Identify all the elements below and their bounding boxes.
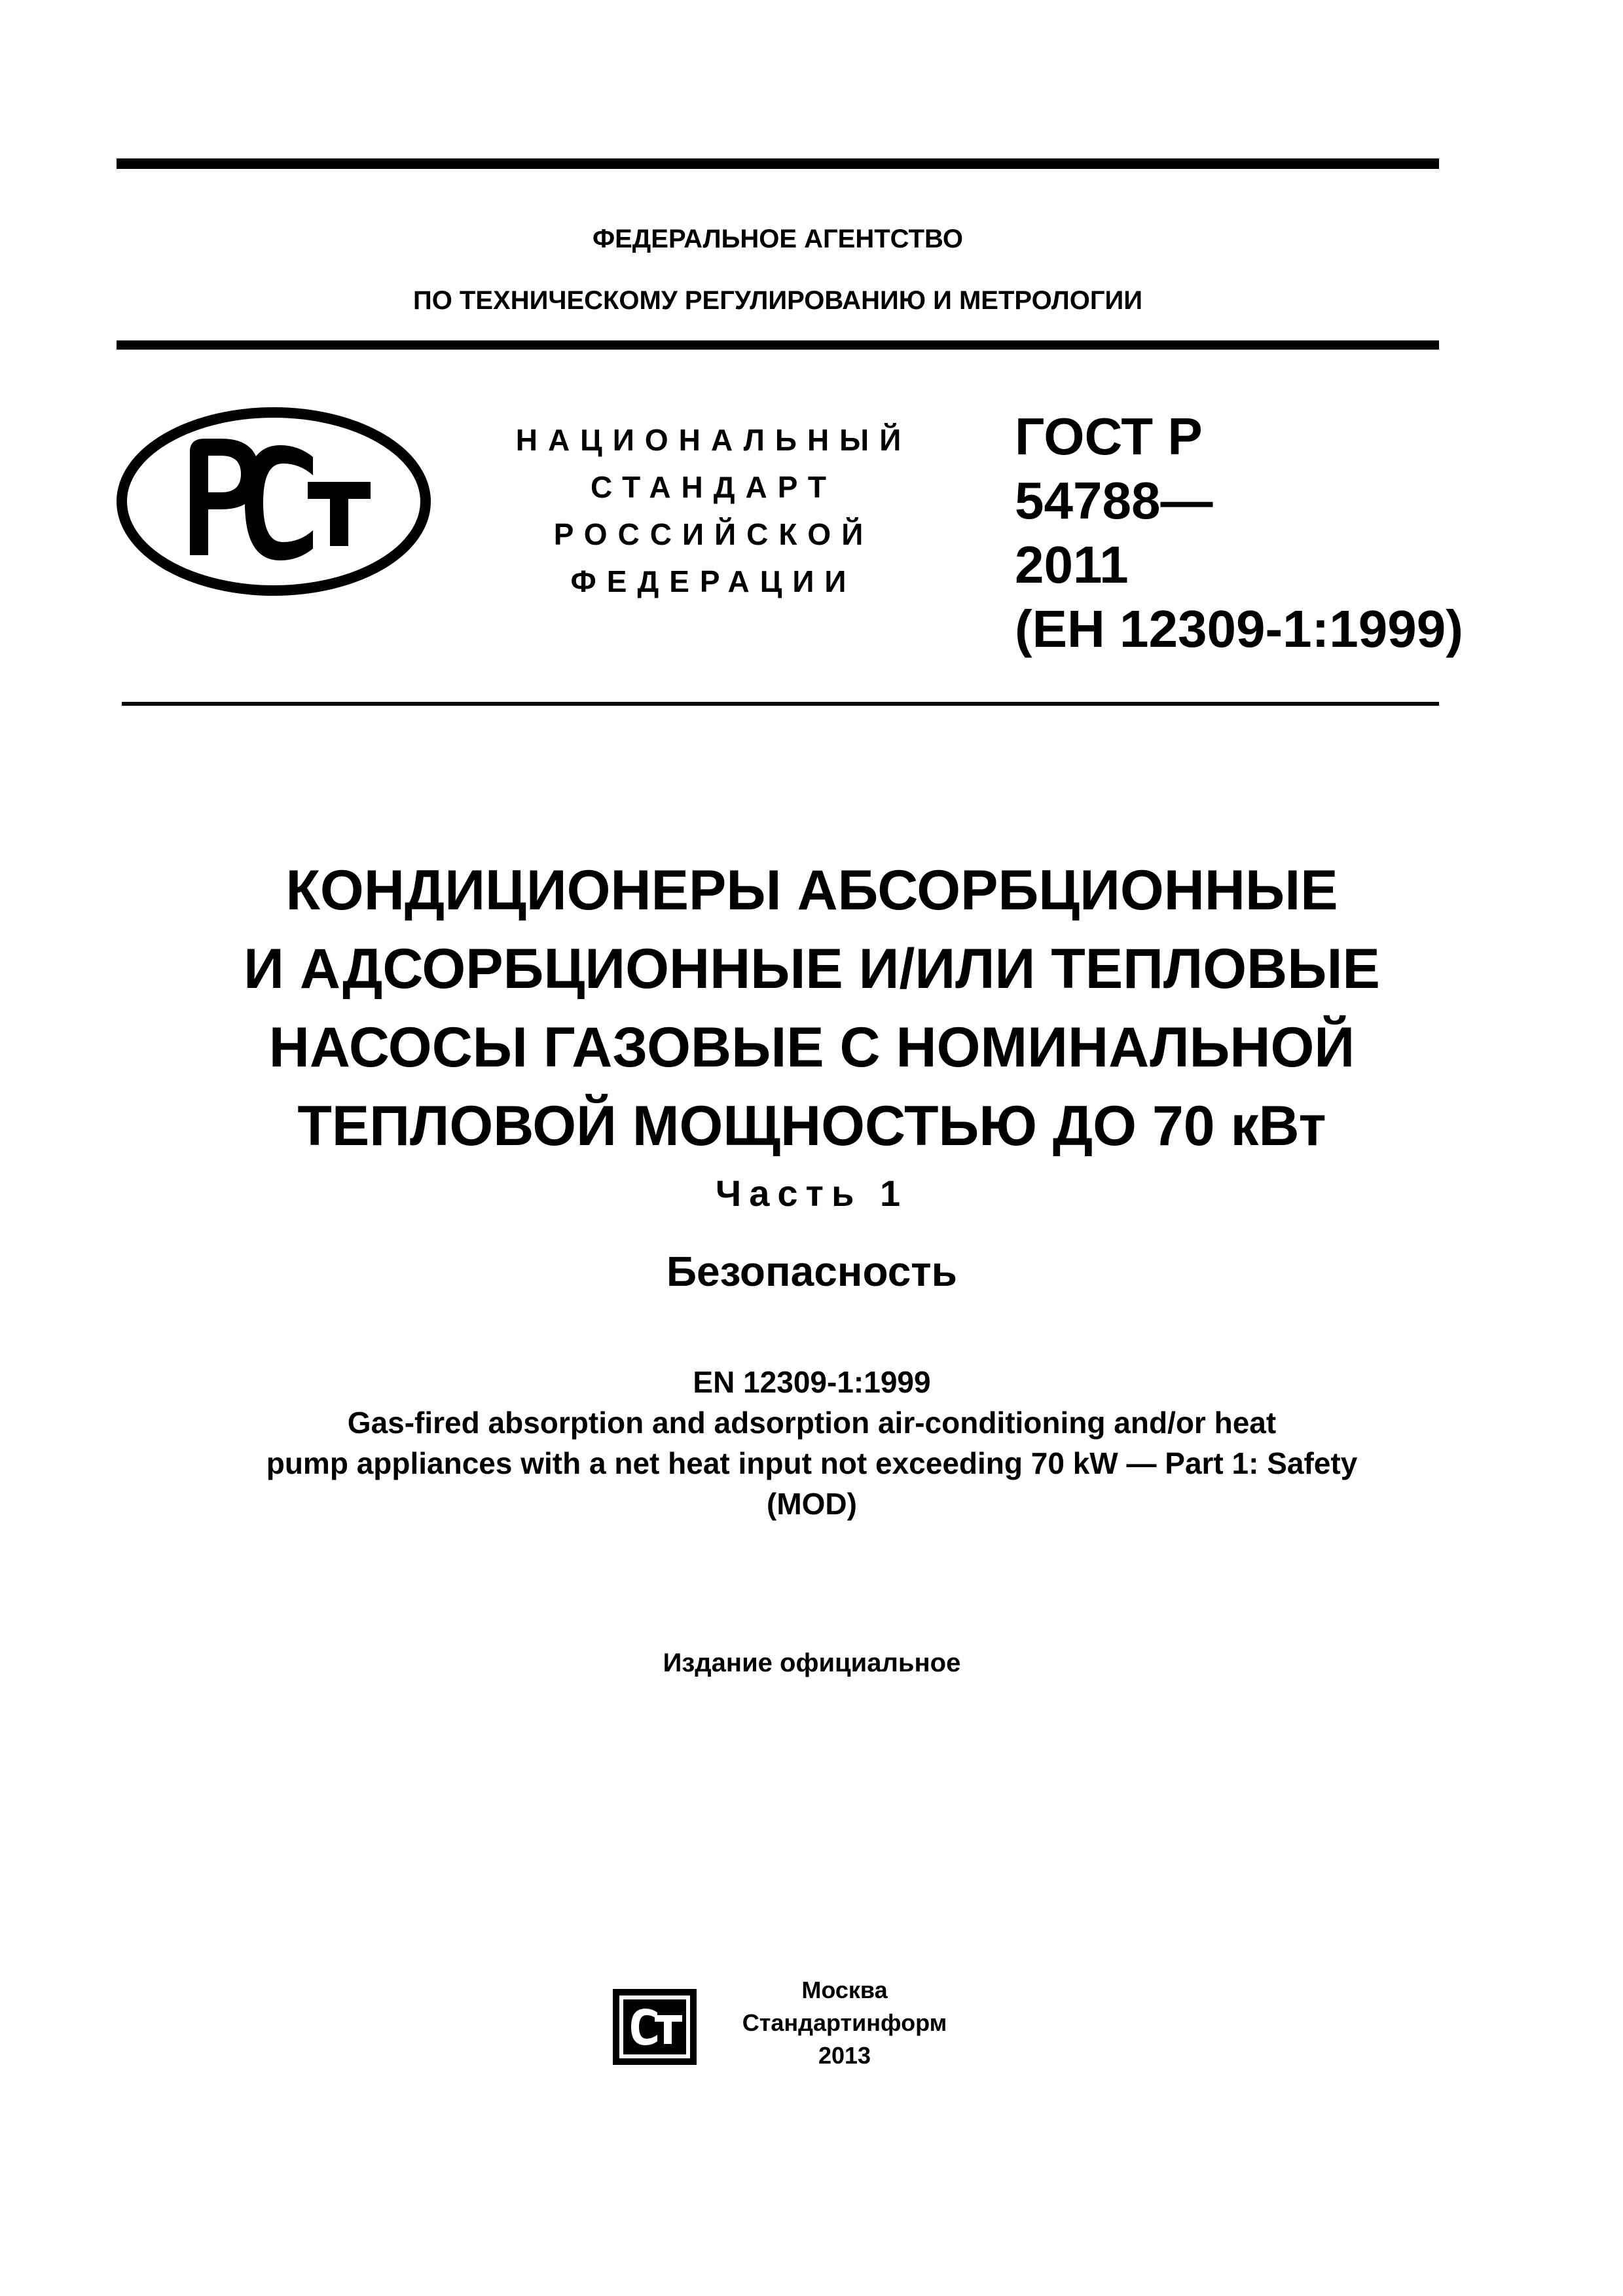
title-line-1: КОНДИЦИОНЕРЫ АБСОРБЦИОННЫЕ <box>285 859 1338 922</box>
en-line-4: (MOD) <box>767 1487 857 1521</box>
agency-header <box>117 208 1439 331</box>
agency-line-1: ФЕДЕРАЛЬНОЕ АГЕНТСТВО <box>592 225 964 253</box>
top-rule <box>117 158 1439 169</box>
publisher-city: Москва <box>801 1977 888 2003</box>
national-line-2: СТАНДАРТ <box>591 470 837 504</box>
en-line-2: Gas-fired absorption and adsorption air-conditioning and/or heat <box>347 1406 1277 1440</box>
document-title <box>98 851 1525 1165</box>
national-line-1: НАЦИОНАЛЬНЫЙ <box>515 423 912 457</box>
rst-mark-icon <box>117 406 431 597</box>
designation-line-4: (ЕН 12309-1:1999) <box>1015 600 1463 658</box>
national-line-4: ФЕДЕРАЦИИ <box>570 564 857 598</box>
publisher-name: Стандартинформ <box>742 2009 947 2036</box>
national-line-3: РОССИЙСКОЙ <box>553 517 874 551</box>
publisher-year: 2013 <box>818 2042 871 2069</box>
en-line-1: EN 12309-1:1999 <box>693 1365 931 1399</box>
agency-line-2: ПО ТЕХНИЧЕСКОМУ РЕГУЛИРОВАНИЮ И МЕТРОЛОГИИ <box>412 286 1143 315</box>
sti-mark-icon <box>609 1984 701 2069</box>
en-line-3: pump appliances with a net heat input not exceeding 70 kW — Part 1: Safety <box>266 1446 1358 1480</box>
designation-line-1: ГОСТ Р <box>1015 407 1203 465</box>
part-label: Часть 1 <box>715 1173 909 1214</box>
title-line-2: И АДСОРБЦИОННЫЕ И/ИЛИ ТЕПЛОВЫЕ <box>244 938 1380 1000</box>
publisher-block <box>714 1974 976 2072</box>
title-line-3: НАСОСЫ ГАЗОВЫЕ С НОМИНАЛЬНОЙ <box>268 1016 1355 1079</box>
designation-line-2: 54788— <box>1015 471 1213 530</box>
en-reference <box>98 1362 1525 1524</box>
edition-label: Издание официальное <box>663 1649 961 1677</box>
designation-line-3: 2011 <box>1015 536 1129 594</box>
header-bottom-rule <box>122 702 1439 706</box>
national-standard-block <box>484 416 943 605</box>
title-line-4: ТЕПЛОВОЙ МОЩНОСТЬЮ ДО 70 кВт <box>297 1095 1326 1157</box>
standard-designation <box>1015 405 1463 661</box>
header-rule <box>117 340 1439 350</box>
document-subtitle: Безопасность <box>666 1248 957 1295</box>
